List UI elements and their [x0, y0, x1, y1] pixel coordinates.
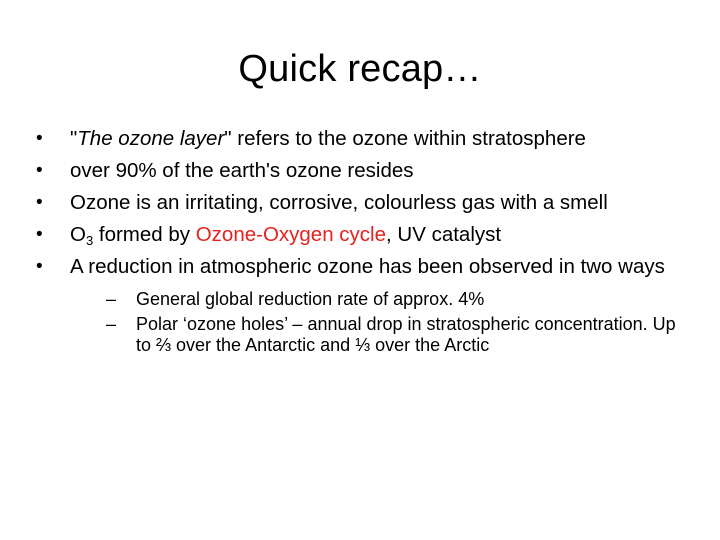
bullet-text-post: , UV catalyst: [386, 223, 502, 246]
dash-marker: –: [106, 289, 117, 309]
bullet-marker: •: [36, 256, 43, 277]
bullet-marker: •: [36, 224, 43, 245]
slide-title: Quick recap…: [238, 48, 482, 90]
bullet-text: A reduction in atmospheric ozone has been observed in two ways: [70, 255, 665, 278]
bullet-text: Ozone is an irritating, corrosive, colourless gas with a smell: [70, 191, 608, 214]
sub-bullet-text: Polar ‘ozone holes’ – annual drop in stratospheric concentration. Up to ⅔ over the Antarctic and ⅓ over the Arctic: [136, 314, 676, 355]
bullet-list: [36, 127, 686, 356]
o3-symbol: O: [70, 223, 86, 246]
bullet-marker: •: [36, 160, 43, 181]
bullet-item-ozone-layer: [36, 127, 686, 151]
bullet-item-reduction: [36, 255, 686, 356]
bullet-marker: •: [36, 128, 43, 149]
bullet-text: over 90% of the earth's ozone resides: [70, 159, 414, 182]
sub-bullet-text: General global reduction rate of approx. 4%: [136, 289, 485, 309]
bullet-item-ozone-gas: [36, 191, 686, 215]
quote-open: ": [70, 127, 78, 150]
dash-marker: –: [106, 314, 117, 334]
sub-bullet-global-reduction: [70, 289, 686, 310]
bullet-text: " refers to the ozone within stratosphere: [224, 127, 586, 150]
sub-bullet-polar-holes: [70, 314, 686, 356]
bullet-item-ozone-resides: [36, 159, 686, 183]
ozone-oxygen-cycle-highlight: Ozone-Oxygen cycle: [195, 223, 387, 246]
bullet-marker: •: [36, 192, 43, 213]
slide-content: [36, 127, 686, 364]
bullet-item-o3-formed: [36, 223, 686, 247]
ozone-layer-term: The ozone layer: [77, 127, 225, 150]
sub-bullet-list: [70, 289, 686, 356]
o3-subscript: 3: [85, 233, 94, 248]
bullet-text-pre: formed by: [93, 223, 196, 246]
